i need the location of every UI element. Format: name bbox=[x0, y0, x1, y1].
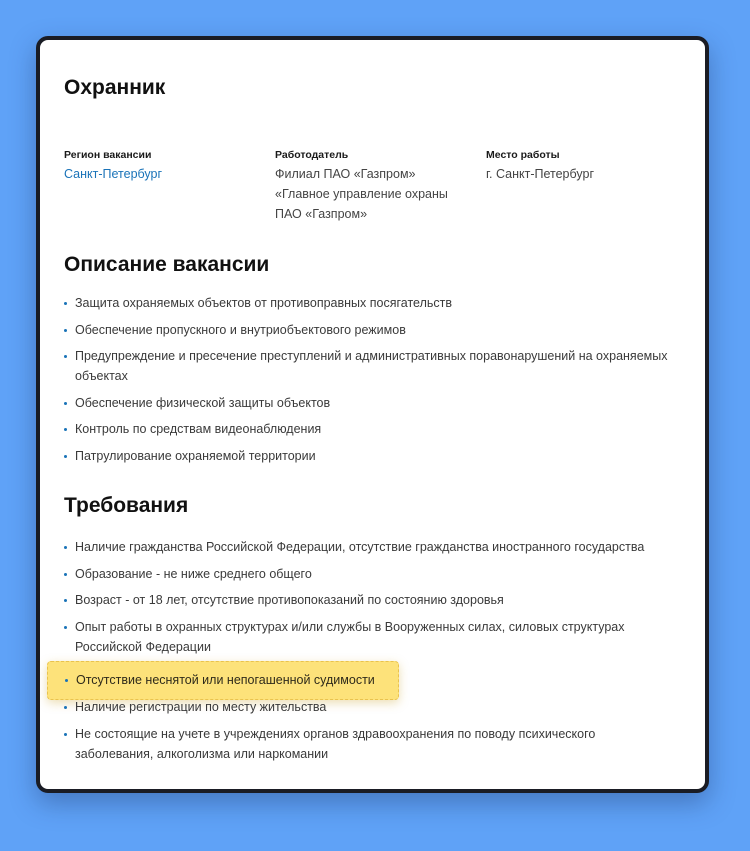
workplace-value: г. Санкт-Петербург bbox=[486, 167, 595, 181]
workplace-label: Место работы bbox=[486, 149, 560, 161]
description-item: Предупреждение и пресечение преступлений и административных поравонарушений на охраняемых объектах bbox=[64, 346, 674, 386]
employer-value bbox=[275, 164, 470, 224]
region-label: Регион вакансии bbox=[64, 149, 152, 161]
requirement-item: Наличие гражданства Российской Федерации, отсутствие гражданства иностранного государства bbox=[64, 537, 674, 557]
description-item: Обеспечение пропускного и внутриобъектового режимов bbox=[64, 320, 674, 340]
requirement-item: Возраст - от 18 лет, отсутствие противопоказаний по состоянию здоровья bbox=[64, 590, 674, 610]
requirements-list bbox=[64, 537, 674, 770]
highlighted-requirement-item: Отсутствие неснятой или непогашенной судимости bbox=[47, 661, 399, 700]
description-item: Патрулирование охраняемой территории bbox=[64, 446, 674, 466]
workplace-block bbox=[486, 148, 686, 184]
region-block bbox=[64, 148, 264, 184]
requirement-item: Не состоящие на учете в учреждениях органов здравоохранения по поводу психического заболевания, алкоголизма или наркомании bbox=[64, 724, 674, 764]
employer-line: «Главное управление охраны bbox=[275, 187, 448, 201]
vacancy-title: Охранник bbox=[64, 76, 166, 99]
employer-label: Работодатель bbox=[275, 149, 349, 161]
employer-block bbox=[275, 148, 470, 224]
description-list bbox=[64, 293, 674, 472]
description-item: Обеспечение физической защиты объектов bbox=[64, 393, 674, 413]
employer-line: ПАО «Газпром» bbox=[275, 207, 368, 221]
requirement-item: Образование - не ниже среднего общего bbox=[64, 564, 674, 584]
vacancy-card bbox=[36, 36, 709, 793]
description-heading: Описание вакансии bbox=[64, 253, 270, 276]
region-link[interactable]: Санкт-Петербург bbox=[64, 167, 163, 181]
requirement-item: Опыт работы в охранных структурах и/или службы в Вооруженных силах, силовых структурах Российской Федерации bbox=[64, 617, 674, 657]
requirement-item: Наличие регистрации по месту жительства bbox=[64, 697, 674, 717]
description-item: Защита охраняемых объектов от противоправных посягательств bbox=[64, 293, 674, 313]
employer-line: Филиал ПАО «Газпром» bbox=[275, 167, 416, 181]
description-item: Контроль по средствам видеонаблюдения bbox=[64, 419, 674, 439]
requirements-heading: Требования bbox=[64, 494, 189, 517]
